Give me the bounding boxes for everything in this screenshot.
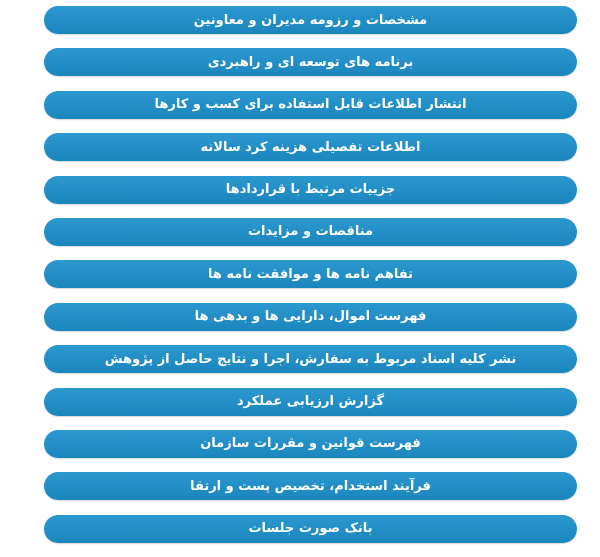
menu-item-label: فرآیند استخدام، تخصیص پست و ارتقا xyxy=(190,478,431,494)
menu-item-assets-liabilities[interactable] xyxy=(44,303,577,331)
menu-item-research-documents[interactable] xyxy=(44,345,577,373)
menu-item-label: اطلاعات تفصیلی هزینه کرد سالانه xyxy=(200,139,421,155)
menu-item-agreements[interactable] xyxy=(44,260,577,288)
menu-item-label: تفاهم نامه ها و موافقت نامه ها xyxy=(207,266,414,282)
menu-item-performance-report[interactable] xyxy=(44,388,577,416)
menu-item-business-information[interactable] xyxy=(44,91,577,119)
menu-item-label: جزییات مرتبط با قراردادها xyxy=(225,182,396,198)
menu-item-annual-expenses[interactable] xyxy=(44,133,577,161)
menu-item-label: فهرست اموال، دارایی ها و بدهی ها xyxy=(194,309,427,325)
menu-item-label: مناقصات و مزایدات xyxy=(247,224,374,240)
menu-item-label: نشر کلیه اسناد مربوط به سفارش، اجرا و نتایج حاصل از پژوهش xyxy=(104,351,517,367)
menu-item-contract-details[interactable] xyxy=(44,176,577,204)
menu-item-label: فهرست قوانین و مقررات سازمان xyxy=(200,436,421,452)
menu-item-label: گزارش ارزیابی عملکرد xyxy=(236,394,385,410)
menu-item-label: انتشار اطلاعات قابل استفاده برای کسب و کارها xyxy=(154,97,467,113)
menu-item-recruitment-process[interactable] xyxy=(44,472,577,500)
menu-item-label: مشخصات و رزومه مدیران و معاونین xyxy=(193,12,428,28)
menu-item-label: بانک صورت جلسات xyxy=(248,521,373,537)
menu-item-meeting-minutes[interactable] xyxy=(44,515,577,543)
menu-item-development-plans[interactable] xyxy=(44,48,577,76)
menu-item-label: برنامه های توسعه ای و راهبردی xyxy=(207,54,414,70)
menu-item-laws-regulations[interactable] xyxy=(44,430,577,458)
menu-item-tenders-auctions[interactable] xyxy=(44,218,577,246)
menu-item-managers-resumes[interactable] xyxy=(44,6,577,34)
transparency-links-menu xyxy=(44,6,577,557)
